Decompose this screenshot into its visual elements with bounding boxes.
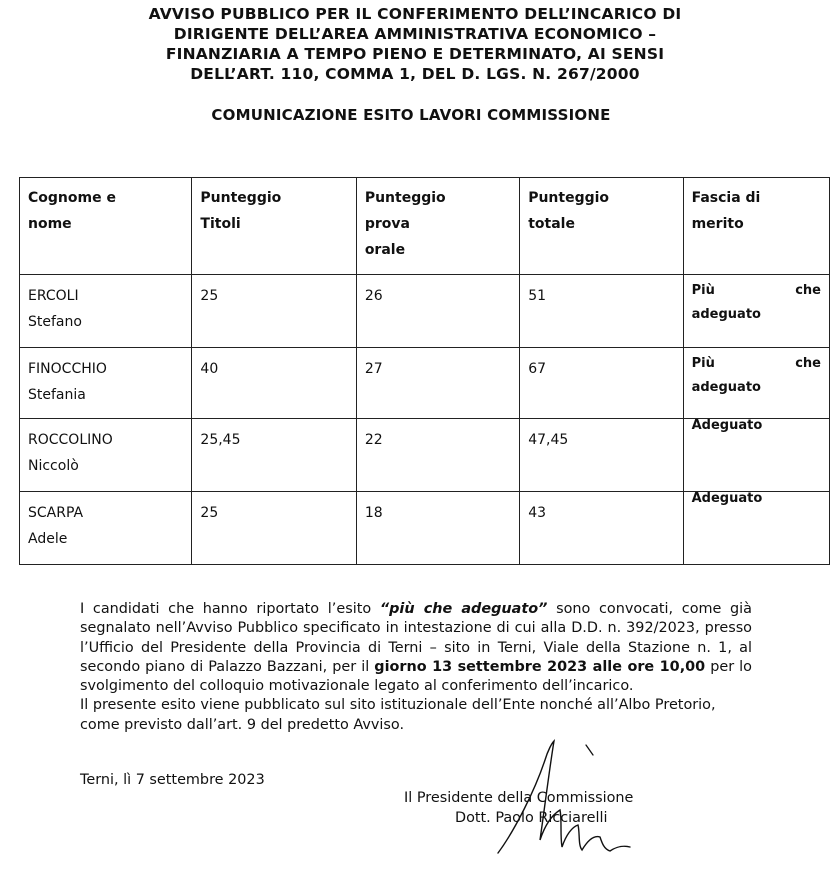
header-text: Titoli	[200, 216, 241, 232]
signature-name: Dott. Paolo Ricciarelli	[455, 810, 608, 826]
cell-fascia	[683, 419, 829, 492]
title-line-4: DELL’ART. 110, COMMA 1, DEL D. LGS. N. 267/2000	[190, 65, 640, 83]
fascia-text: Più che	[691, 283, 821, 298]
table-row	[20, 492, 830, 565]
header-text: merito	[691, 216, 744, 232]
cell-orale: 26	[356, 275, 519, 348]
title-line-2: DIRIGENTE DELL’AREA AMMINISTRATIVA ECONOMICO –	[173, 25, 657, 43]
paragraph-publication: Il presente esito viene pubblicato sul sito istituzionale dell’Ente nonché all’Albo Pretorio, come previsto dall’art. 9 del predetto Avviso.	[80, 697, 716, 733]
cell-fascia	[683, 275, 829, 348]
header-text: Cognome e	[28, 190, 116, 206]
document-title	[0, 4, 830, 84]
text-run: sono convocati, come già segnalato nell’Avviso Pubblico specificato in intestazione di cui alla D.D. n. 392/2023, presso l’Ufficio del Presidente della Provincia di Terni – sito in Terni, Viale della Stazione n. 1, al secondo piano di Palazzo Bazzani, per il	[80, 601, 752, 675]
header-cognome-nome	[20, 178, 192, 275]
candidate-name: Niccolò	[28, 458, 79, 474]
cell-candidate	[20, 348, 192, 419]
fascia-text: Adeguato	[691, 491, 763, 506]
candidate-surname: ERCOLI	[28, 288, 79, 304]
fascia-text: Più che	[691, 356, 821, 371]
cell-totale: 67	[520, 348, 683, 419]
cell-titoli: 25,45	[192, 419, 356, 492]
cell-titoli: 25	[192, 275, 356, 348]
header-text: Fascia di	[691, 190, 761, 206]
date-line: Terni, lì 7 settembre 2023	[80, 772, 265, 788]
header-punteggio-totale	[520, 178, 683, 275]
cell-orale: 27	[356, 348, 519, 419]
header-text: prova	[364, 216, 410, 232]
header-text: Punteggio	[528, 190, 610, 206]
emphasis-text: “più che adeguato”	[379, 601, 548, 617]
signature-role: Il Presidente della Commissione	[404, 790, 634, 806]
text-run: I candidati che hanno riportato l’esito	[80, 601, 380, 617]
results-table	[19, 177, 830, 565]
cell-titoli: 25	[192, 492, 356, 565]
candidate-surname: FINOCCHIO	[28, 361, 107, 377]
candidate-surname: ROCCOLINO	[28, 432, 113, 448]
table-header-row	[20, 178, 830, 275]
table-row	[20, 275, 830, 348]
table-row	[20, 348, 830, 419]
header-punteggio-titoli	[192, 178, 356, 275]
header-text: Punteggio	[364, 190, 446, 206]
fascia-text: adeguato	[691, 307, 761, 322]
fascia-text: Adeguato	[691, 418, 763, 433]
text-run: per lo svolgimento del colloquio motivazionale legato al conferimento dell’incarico.	[80, 658, 752, 695]
cell-orale: 18	[356, 492, 519, 565]
cell-candidate	[20, 275, 192, 348]
table-row	[20, 419, 830, 492]
cell-orale: 22	[356, 419, 519, 492]
cell-candidate	[20, 419, 192, 492]
bold-date-text: giorno 13 settembre 2023 alle ore 10,00	[374, 658, 706, 675]
title-line-3: FINANZIARIA A TEMPO PIENO E DETERMINATO, AI SENSI	[165, 45, 665, 63]
fascia-text: adeguato	[691, 380, 761, 395]
candidate-name: Stefano	[28, 314, 82, 330]
header-text: Punteggio	[200, 190, 282, 206]
cell-fascia	[683, 492, 829, 565]
cell-totale: 43	[520, 492, 683, 565]
header-fascia-merito	[683, 178, 829, 275]
header-punteggio-orale	[356, 178, 519, 275]
cell-fascia	[683, 348, 829, 419]
paragraph-convocation	[80, 600, 752, 696]
body-text	[80, 600, 752, 735]
cell-totale: 47,45	[520, 419, 683, 492]
candidate-name: Adele	[28, 531, 68, 547]
cell-titoli: 40	[192, 348, 356, 419]
cell-candidate	[20, 492, 192, 565]
cell-totale: 51	[520, 275, 683, 348]
header-text: orale	[364, 242, 406, 258]
header-text: nome	[28, 216, 72, 232]
candidate-surname: SCARPA	[28, 505, 84, 521]
header-text: totale	[528, 216, 575, 232]
title-line-1: AVVISO PUBBLICO PER IL CONFERIMENTO DELL’INCARICO DI	[148, 5, 682, 23]
candidate-name: Stefania	[28, 387, 86, 403]
document-subtitle: COMUNICAZIONE ESITO LAVORI COMMISSIONE	[211, 106, 611, 124]
